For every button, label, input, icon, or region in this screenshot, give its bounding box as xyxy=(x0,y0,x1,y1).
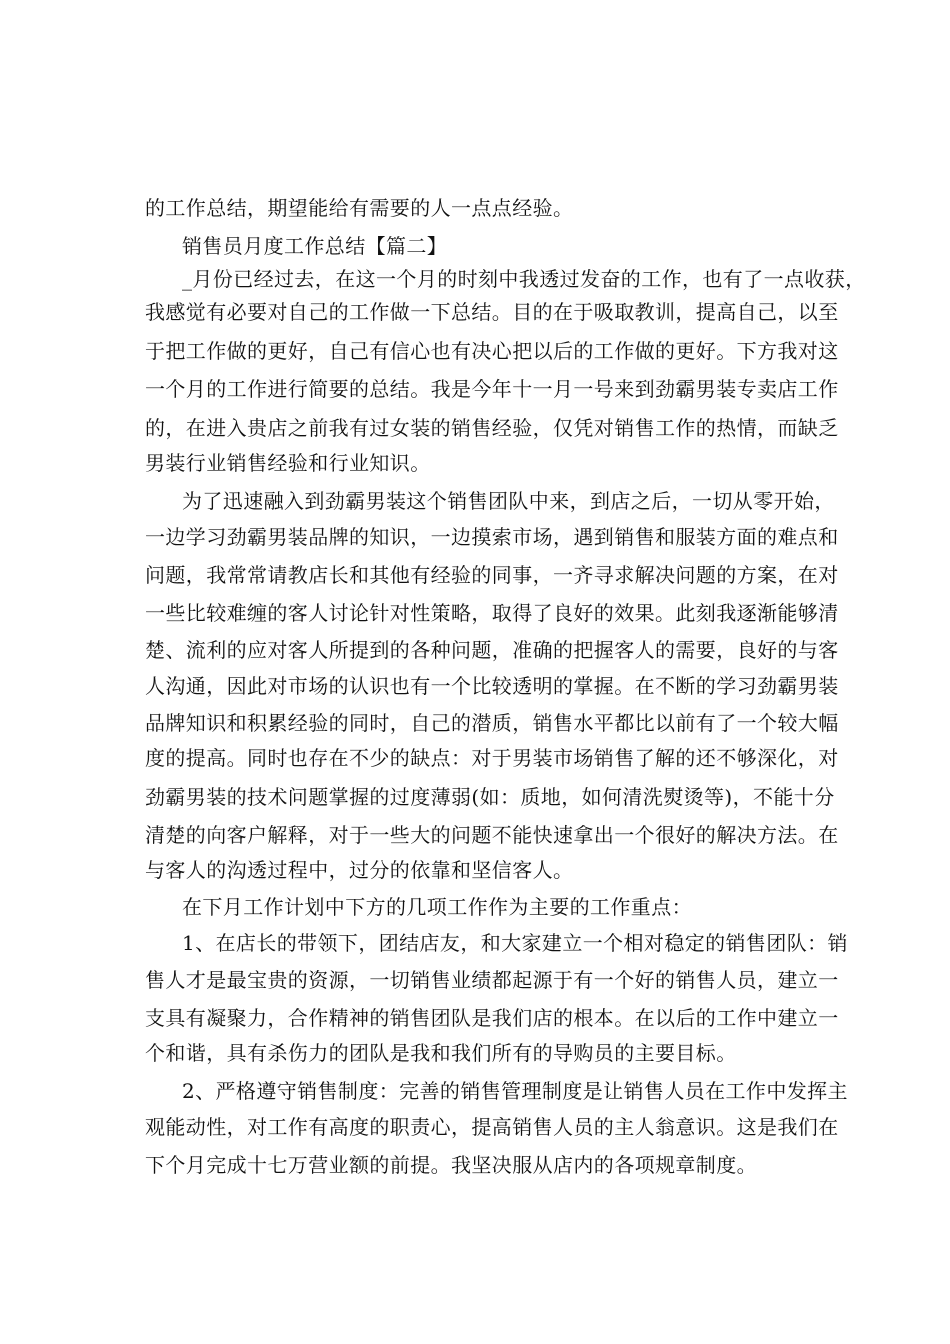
text-line: 品牌知识和积累经验的同时，自己的潜质，销售水平都比以前有了一个较大幅 xyxy=(145,711,839,735)
text-line: 于把工作做的更好，自己有信心也有决心把以后的工作做的更好。下方我对这 xyxy=(145,339,839,363)
text-line: 楚、流利的应对客人所提到的各种问题，准确的把握客人的需要，良好的与客 xyxy=(145,638,839,662)
section-heading: 销售员月度工作总结【篇二】 xyxy=(182,234,448,258)
text-line: 一边学习劲霸男装品牌的知识，一边摸索市场，遇到销售和服装方面的难点和 xyxy=(145,525,839,549)
text-line: 在下月工作计划中下方的几项工作作为主要的工作重点： xyxy=(182,895,692,919)
text-line: 观能动性，对工作有高度的职责心，提高销售人员的主人翁意识。这是我们在 xyxy=(145,1115,839,1139)
text-line: 的，在进入贵店之前我有过女装的销售经验，仅凭对销售工作的热情，而缺乏 xyxy=(145,416,839,440)
text-line: _月份已经过去，在这一个月的时刻中我透过发奋的工作，也有了一点收获， xyxy=(182,267,866,291)
text-line: 的工作总结，期望能给有需要的人一点点经验。 xyxy=(145,196,574,220)
text-line: 1、在店长的带领下，团结店友，和大家建立一个相对稳定的销售团队：销 xyxy=(182,931,848,955)
text-line: 劲霸男装的技术问题掌握的过度薄弱(如：质地，如何清洗熨烫等)，不能十分 xyxy=(145,785,835,809)
text-line: 一个月的工作进行简要的总结。我是今年十一月一号来到劲霸男装专卖店工作 xyxy=(145,377,839,401)
text-line: 清楚的向客户解释，对于一些大的问题不能快速拿出一个很好的解决方法。在 xyxy=(145,823,839,847)
text-line: 一些比较难缠的客人讨论针对性策略，取得了良好的效果。此刻我逐渐能够清 xyxy=(145,601,839,625)
text-line: 我感觉有必要对自己的工作做一下总结。目的在于吸取教训，提高自己，以至 xyxy=(145,300,839,324)
text-line: 度的提高。同时也存在不少的缺点：对于男装市场销售了解的还不够深化，对 xyxy=(145,746,839,770)
text-line: 问题，我常常请教店长和其他有经验的同事，一齐寻求解决问题的方案，在对 xyxy=(145,563,839,587)
text-line: 下个月完成十七万营业额的前提。我坚决服从店内的各项规章制度。 xyxy=(145,1153,757,1177)
text-line: 为了迅速融入到劲霸男装这个销售团队中来，到店之后，一切从零开始， xyxy=(182,489,835,513)
text-line: 售人才是最宝贵的资源，一切销售业绩都起源于有一个好的销售人员，建立一 xyxy=(145,968,839,992)
text-line: 男装行业销售经验和行业知识。 xyxy=(145,451,431,475)
text-line: 与客人的沟透过程中，过分的依靠和坚信客人。 xyxy=(145,858,574,882)
text-line: 2、严格遵守销售制度：完善的销售管理制度是让销售人员在工作中发挥主 xyxy=(182,1079,848,1103)
text-line: 支具有凝聚力，合作精神的销售团队是我们店的根本。在以后的工作中建立一 xyxy=(145,1006,839,1030)
text-line: 个和谐，具有杀伤力的团队是我和我们所有的导购员的主要目标。 xyxy=(145,1041,737,1065)
text-line: 人沟通，因此对市场的认识也有一个比较透明的掌握。在不断的学习劲霸男装 xyxy=(145,674,839,698)
